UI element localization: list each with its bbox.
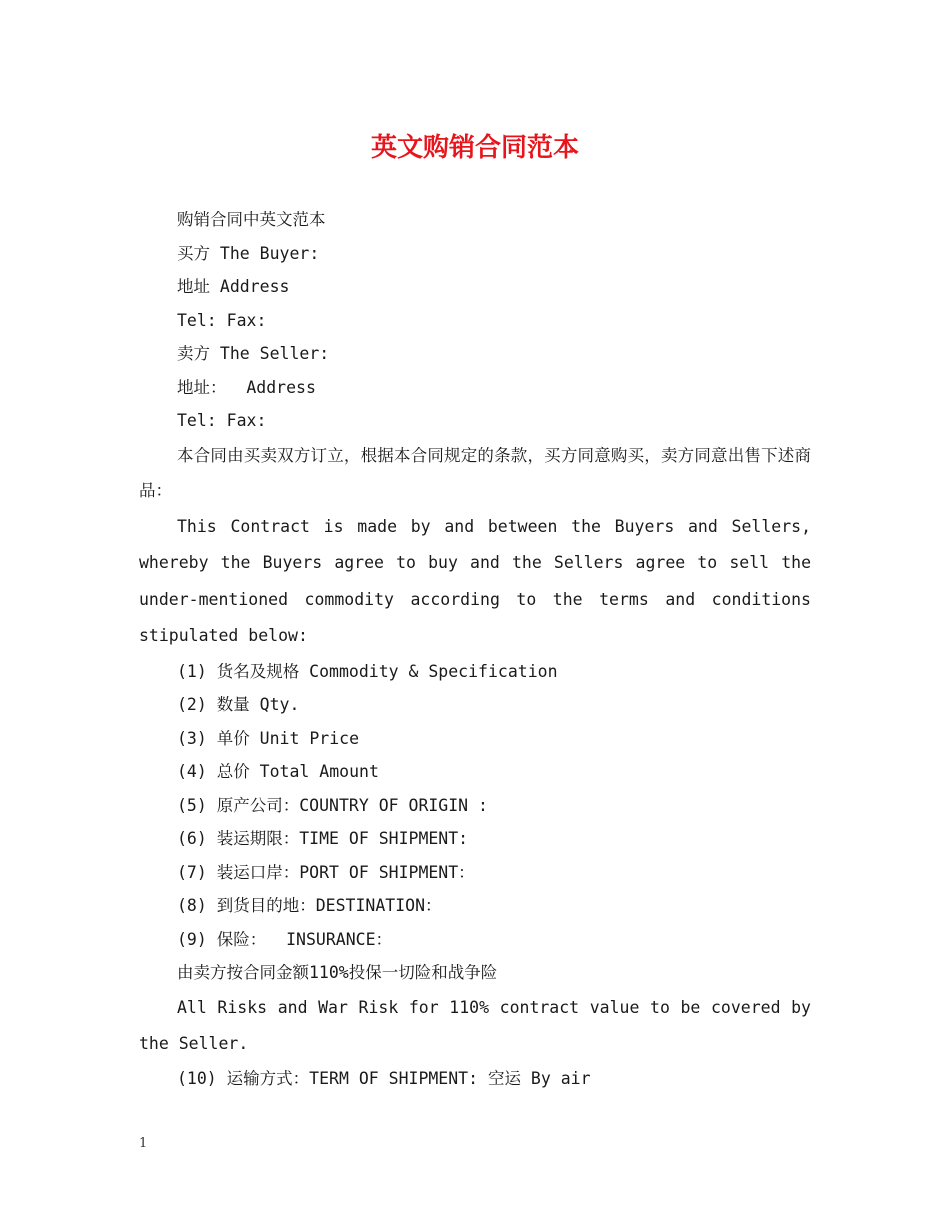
buyer-line: 买方 The Buyer:	[177, 243, 320, 263]
insurance-cn-line: 由卖方按合同金额110%投保一切险和战争险	[177, 963, 498, 982]
contract-intro-cn: 本合同由买卖双方订立，根据本合同规定的条款，买方同意购买，卖方同意出售下述商品：	[139, 445, 811, 500]
clause-8: (8) 到货目的地：DESTINATION：	[177, 896, 442, 915]
clause-6: (6) 装运期限：TIME OF SHIPMENT:	[177, 829, 469, 848]
contract-intro-en: This Contract is made by and between the Buyers and Sellers, whereby the Buyers agree to buy and the Sellers agree to sell the under-mentioned commodity according to the terms and conditions stipulated below:	[139, 516, 811, 645]
subtitle-line: 购销合同中英文范本	[177, 210, 326, 229]
clause-2: (2) 数量 Qty.	[177, 695, 300, 714]
document-body	[139, 203, 811, 1095]
clause-4: (4) 总价 Total Amount	[177, 762, 379, 781]
seller-line: 卖方 The Seller:	[177, 344, 330, 363]
buyer-tel-fax-line: Tel: Fax:	[177, 310, 267, 330]
clause-7: (7) 装运口岸：PORT OF SHIPMENT：	[177, 862, 475, 882]
document-title: 英文购销合同范本	[370, 133, 579, 163]
clause-3: (3) 单价 Unit Price	[177, 728, 360, 748]
clause-5: (5) 原产公司：COUNTRY OF ORIGIN :	[177, 795, 488, 815]
seller-tel-fax-line: Tel: Fax:	[177, 411, 267, 430]
clause-9: (9) 保险： INSURANCE：	[177, 929, 393, 949]
buyer-address-line: 地址 Address	[177, 277, 290, 296]
insurance-en-paragraph: All Risks and War Risk for 110% contract value to be covered by the Seller.	[139, 997, 811, 1053]
clause-10: (10) 运输方式：TERM OF SHIPMENT: 空运 By air	[177, 1068, 591, 1088]
clause-1: (1) 货名及规格 Commodity & Specification	[177, 661, 558, 681]
page-number: 1	[139, 1136, 148, 1151]
seller-address-line: 地址： Address	[177, 377, 316, 397]
